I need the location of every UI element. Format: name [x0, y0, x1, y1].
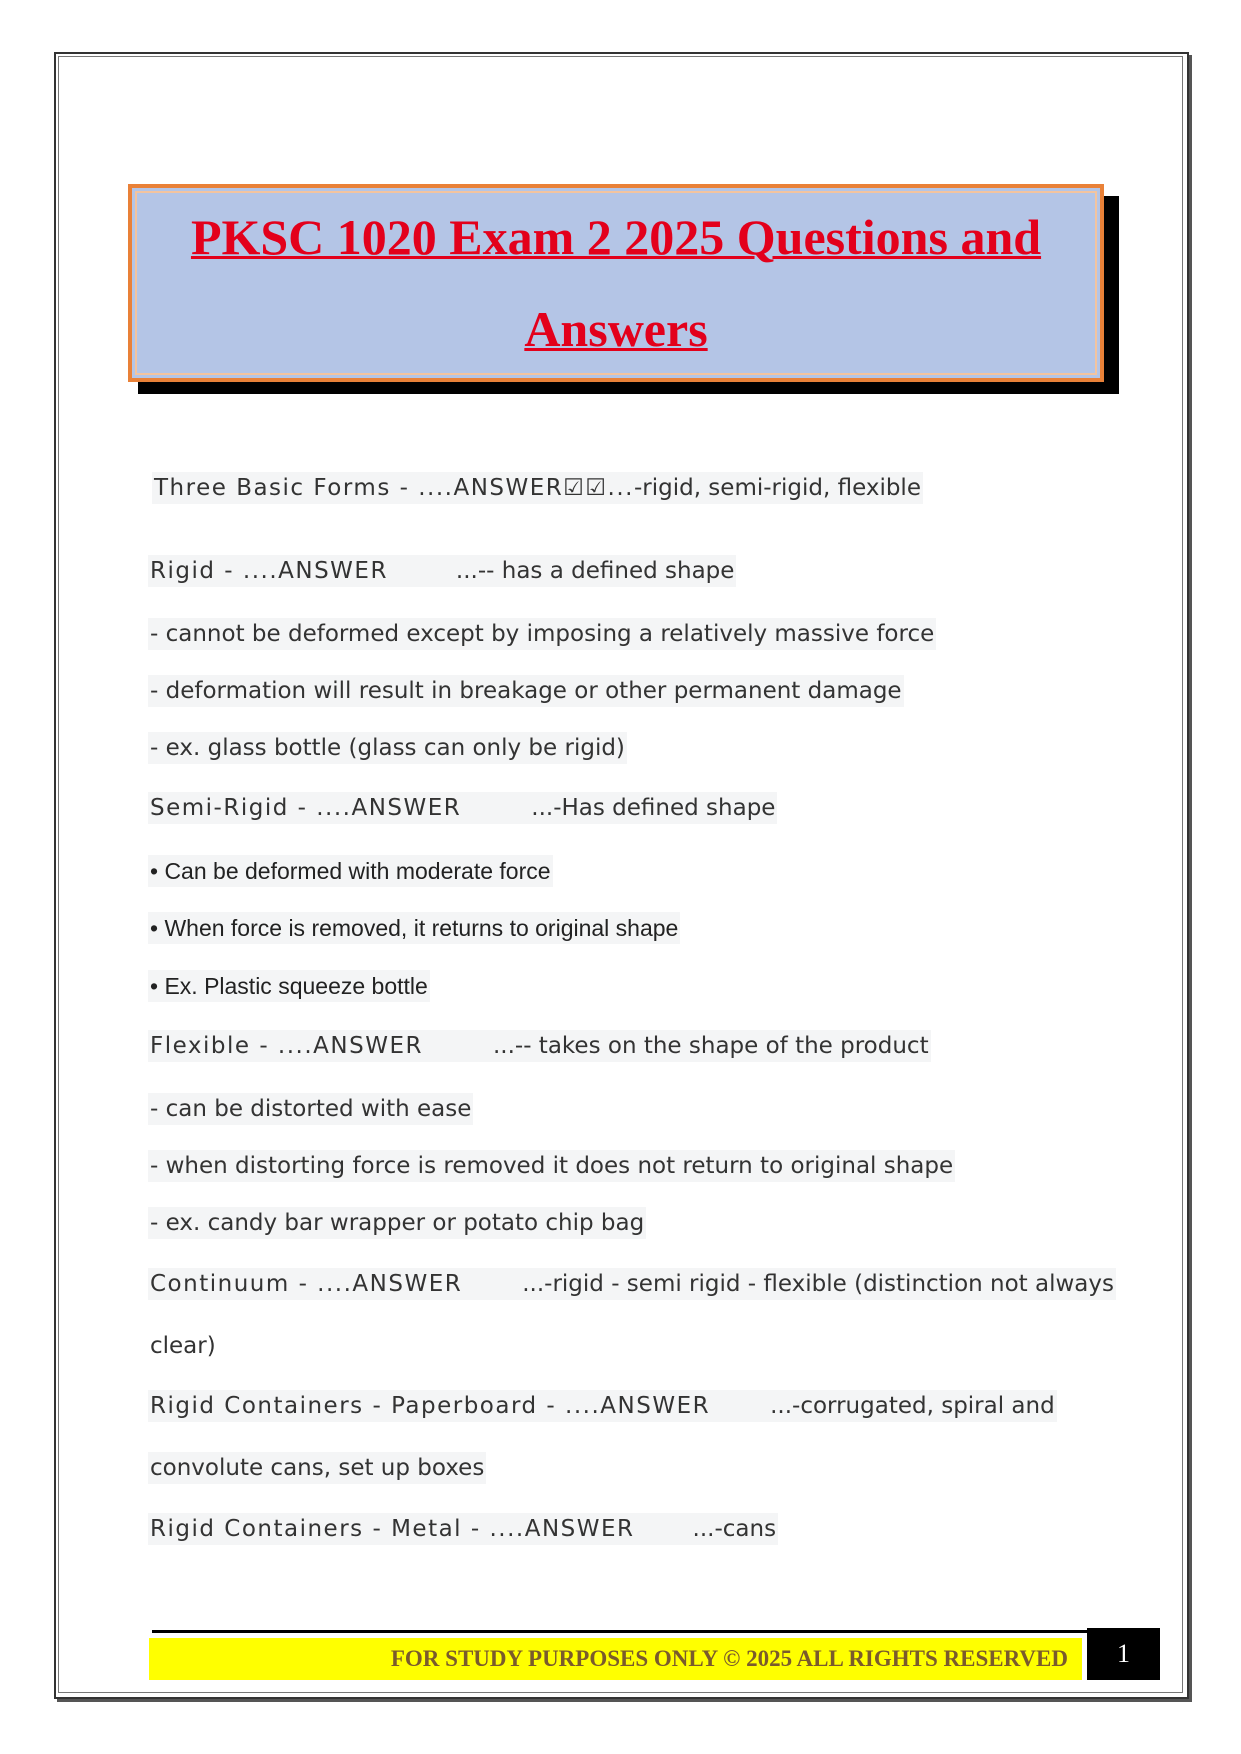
- answer: ...-rigid - semi rigid - flexible (distinction not always: [522, 1271, 1114, 1297]
- answer: - deformation will result in breakage or other permanent damage: [150, 678, 902, 704]
- answer: -rigid, semi-rigid, flexible: [633, 475, 921, 501]
- question: Flexible - ....ANSWER: [150, 1033, 423, 1059]
- qa-line: [148, 675, 904, 707]
- answer: • When force is removed, it returns to original shape: [150, 915, 679, 941]
- question: Three Basic Forms - ....ANSWER☑☑...: [154, 475, 634, 501]
- question: Rigid Containers - Metal - ....ANSWER: [150, 1516, 635, 1542]
- qa-line: [152, 472, 923, 504]
- document-title: PKSC 1020 Exam 2 2025 Questions and Answers: [190, 209, 1042, 357]
- answer: ...-Has defined shape: [531, 795, 776, 821]
- answer: clear): [150, 1333, 216, 1359]
- qa-line: [148, 792, 777, 824]
- qa-line: [148, 1390, 1057, 1422]
- answer: • Can be deformed with moderate force: [150, 858, 551, 884]
- qa-line: [148, 732, 627, 764]
- qa-line: [148, 912, 680, 944]
- footer-rule: [152, 1630, 1090, 1633]
- answer: convolute cans, set up boxes: [150, 1455, 485, 1481]
- question: Rigid Containers - Paperboard - ....ANSWER: [150, 1393, 711, 1419]
- qa-line: [148, 1513, 778, 1545]
- answer: - ex. glass bottle (glass can only be rigid): [150, 735, 625, 761]
- title-box: [128, 184, 1104, 382]
- qa-line: [148, 1030, 931, 1062]
- qa-line: [148, 1330, 218, 1362]
- answer: - cannot be deformed except by imposing a relatively massive force: [150, 621, 935, 647]
- footer-bar: [149, 1638, 1082, 1680]
- answer: ...-- has a defined shape: [455, 558, 735, 584]
- qa-line: [148, 970, 430, 1002]
- answer: - when distorting force is removed it does not return to original shape: [150, 1153, 954, 1179]
- answer: ...-corrugated, spiral and: [770, 1393, 1055, 1419]
- qa-line: [148, 1207, 646, 1239]
- answer: ...-cans: [692, 1516, 777, 1542]
- qa-line: [148, 1093, 473, 1125]
- question: Semi-Rigid - ....ANSWER: [150, 795, 462, 821]
- answer: - ex. candy bar wrapper or potato chip bag: [150, 1210, 645, 1236]
- question: Continuum - ....ANSWER: [150, 1271, 463, 1297]
- question: Rigid - ....ANSWER: [150, 558, 388, 584]
- footer-notice: FOR STUDY PURPOSES ONLY © 2025 ALL RIGHTS RESERVED: [390, 1646, 1068, 1671]
- answer: ...-- takes on the shape of the product: [492, 1033, 929, 1059]
- answer: - can be distorted with ease: [150, 1096, 472, 1122]
- qa-line: [148, 1268, 1116, 1300]
- answer: • Ex. Plastic squeeze bottle: [150, 973, 428, 999]
- qa-line: [148, 618, 936, 650]
- qa-line: [148, 1452, 486, 1484]
- page-number: 1: [1087, 1628, 1160, 1680]
- qa-line: [148, 1150, 955, 1182]
- qa-line: [148, 855, 553, 887]
- qa-line: [148, 555, 736, 587]
